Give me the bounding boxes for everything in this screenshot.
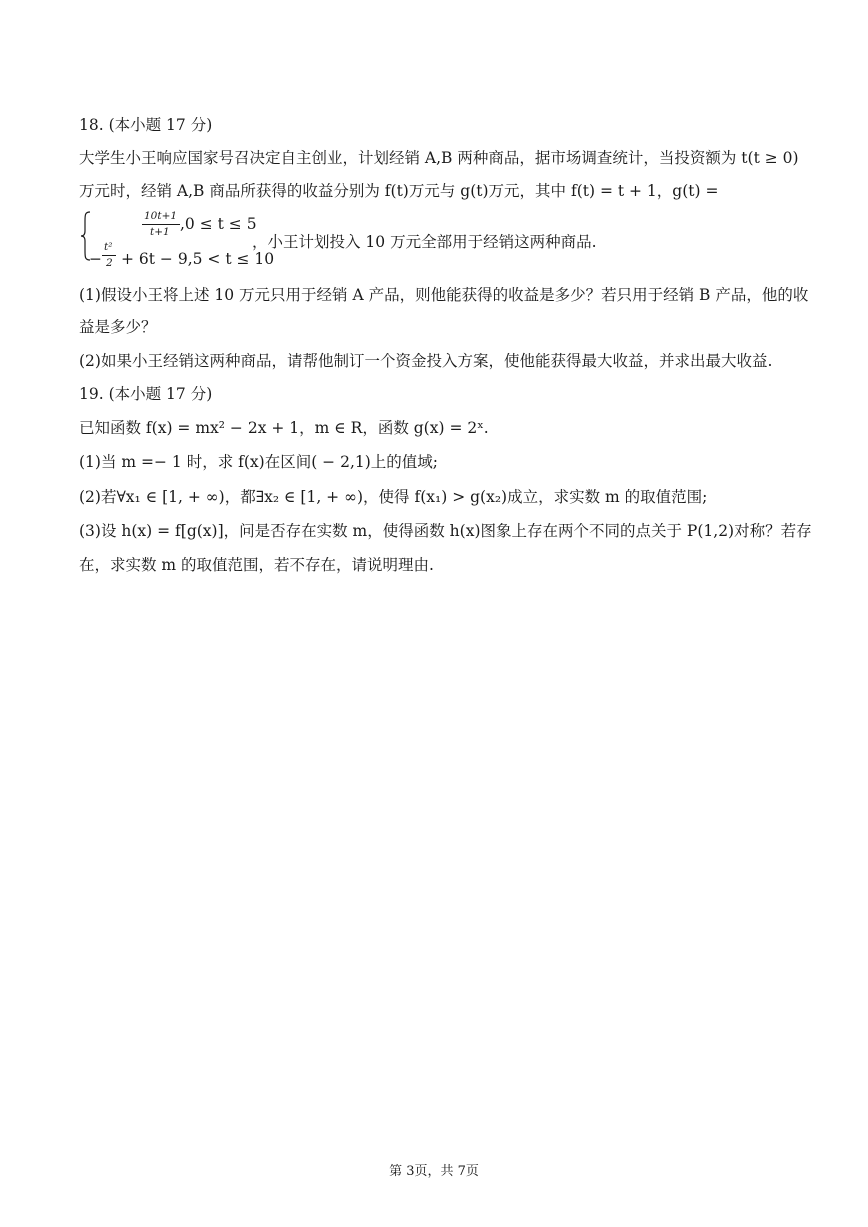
q19-header: 19. (本小题 17 分): [79, 385, 213, 403]
piece1-fraction-bar: [142, 224, 180, 225]
q19-part3-line2: 在，求实数 m 的取值范围，若不存在，请说明理由.: [79, 556, 434, 574]
q18-stem-line1: 大学生小王响应国家号召决定自主创业，计划经销 A,B 两种商品，据市场调查统计，当投资额为 t(t ≥ 0): [79, 149, 799, 167]
q19-part2: (2)若∀x₁ ∈ [1, + ∞)，都∃x₂ ∈ [1, + ∞)，使得 f(x₁) > g(x₂)成立，求实数 m 的取值范围;: [79, 488, 708, 506]
q19-part1: (1)当 m =− 1 时，求 f(x)在区间( − 2,1)上的值域;: [79, 453, 439, 471]
q19-part3-line1: (3)设 h(x) = f[g(x)]，问是否存在实数 m，使得函数 h(x)图象上存在两个不同的点关于 P(1,2)对称？若存: [79, 522, 812, 540]
q18-stem-after-piecewise: ，小王计划投入 10 万元全部用于经销这两种商品.: [252, 233, 597, 251]
piece2-rest: + 6t − 9,5 < t ≤ 10: [121, 250, 275, 268]
q19-stem: 已知函数 f(x) = mx² − 2x + 1，m ∈ R，函数 g(x) = 2ˣ.: [79, 419, 489, 437]
q18-part1-line2: 益是多少？: [79, 318, 157, 336]
piece2-fraction-bar: [102, 255, 116, 256]
piece1-condition: ,0 ≤ t ≤ 5: [180, 215, 257, 233]
q18-stem-line2: 万元时，经销 A,B 商品所获得的收益分别为 f(t)万元与 g(t)万元，其中 f(t) = t + 1，g(t) =: [79, 182, 719, 200]
piece2-minus: −: [89, 250, 102, 268]
piece1-denominator: t+1: [150, 226, 170, 238]
piece1-numerator: 10t+1: [144, 210, 178, 222]
q18-header: 18. (本小题 17 分): [79, 116, 213, 134]
q18-part1-line1: (1)假设小王将上述 10 万元只用于经销 A 产品，则他能获得的收益是多少？若只用于经销 B 产品，他的收: [79, 286, 809, 304]
page-footer: 第 3页，共 7页: [389, 1164, 479, 1179]
piece2-denominator: 2: [106, 257, 113, 269]
piece2-numerator: t²: [104, 241, 113, 253]
q18-part2: (2)如果小王经销这两种商品，请帮他制订一个资金投入方案，使他能获得最大收益，并求出最大收益.: [79, 352, 773, 370]
